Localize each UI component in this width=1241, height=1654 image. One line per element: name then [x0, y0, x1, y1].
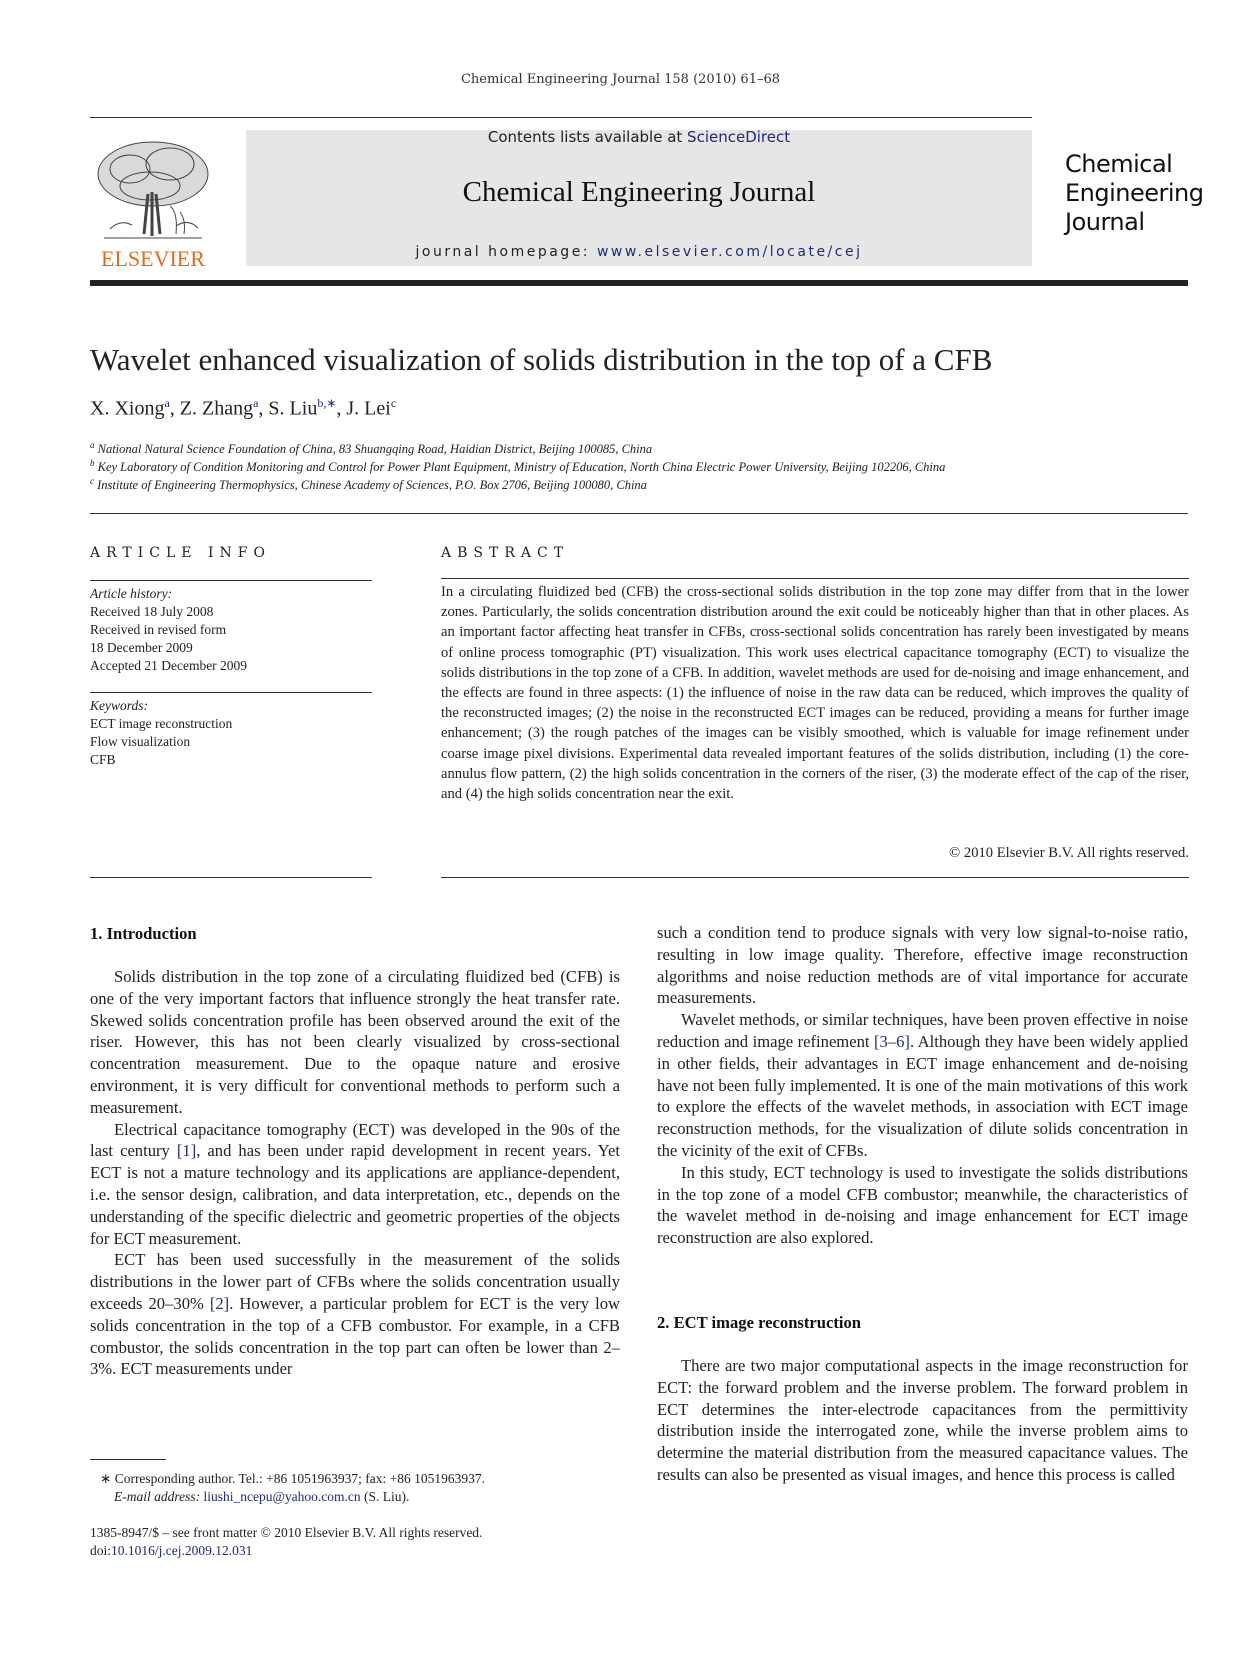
paragraph: Solids distribution in the top zone of a circulating fluidized bed (CFB) is one of the very important factors that influence strongly the heat transfer rate. Skewed solids concentration profile has been observed around the exit of the riser. However, this has not been clearly visualized by cross-sectional concentration measurement. Due to the opaque nature and erosive environment, it is very difficult for conventional methods to perform such a measurement. — [90, 967, 620, 1117]
right-column — [657, 922, 1188, 1249]
history-item: 18 December 2009 — [90, 640, 193, 655]
citation-link[interactable]: [1] — [176, 1141, 197, 1161]
footnote-star: ∗ — [100, 1471, 112, 1486]
affiliation-a: $^a$ National Natural Science Foundation of China, 83 Shuangqing Road, Haidian District, Beijing 100085, China — [90, 440, 653, 457]
author-name: X. Xiong — [90, 397, 165, 420]
email-link[interactable]: liushi_ncepu@yahoo.com.cn — [203, 1489, 361, 1504]
author-affiliation-mark[interactable]: c — [390, 396, 397, 410]
affiliation-b: $^b$ Key Laboratory of Condition Monitoring and Control for Power Plant Equipment, Ministry of Education, North China Electric Power University, Beijing 102206, China — [90, 458, 946, 475]
footnote-rule — [90, 1459, 166, 1460]
paragraph: In this study, ECT technology is used to investigate the solids distributions in the top zone of a model CFB combustor; meanwhile, the characteristics of the wavelet method in de-noising and image enhancement for ECT image reconstruction are also explored. — [657, 1162, 1188, 1248]
history-item: Received 18 July 2008 — [90, 604, 214, 619]
paragraph: ECT has been used successfully in the measurement of the solids distributions in the lower part of CFBs where the solids concentration usually exceeds 20–30% [2]. However, a particular problem for ECT is the very low solids concentration in the top of a CFB combustor. For example, in a CFB combustor, the solids concentration in the top part can often be lower than 2–3%. ECT measurements under — [90, 1250, 620, 1379]
elsevier-logo[interactable] — [90, 134, 216, 274]
history-item: Received in revised form — [90, 622, 227, 637]
side-title-line-3: Journal — [1065, 208, 1145, 236]
journal-side-title — [1065, 150, 1204, 237]
left-column — [90, 966, 620, 1380]
contents-line — [246, 128, 1032, 146]
author-name: S. Liu — [268, 397, 318, 420]
paragraph: Electrical capacitance tomography (ECT) was developed in the 90s of the last century [1], and has been under rapid development in recent years. Yet ECT is not a mature technology and its applications are appliance-dependent, i.e. the sensor design, calibration, and data interpretation, etc., depends on the understanding of the specific dielectric and geometric properties of the objects for ECT measurement. — [90, 1119, 620, 1248]
header-rule — [90, 117, 1032, 118]
keywords-rule — [90, 692, 372, 693]
issn-footnote: 1385-8947/$ – see front matter © 2010 Elsevier B.V. All rights reserved. doi:10.1016/j.cej.2009.12.031 — [90, 1525, 483, 1558]
keywords-label: Keywords: — [90, 698, 148, 713]
doi-link[interactable]: 10.1016/j.cej.2009.12.031 — [111, 1543, 253, 1558]
author-affiliation-mark[interactable]: a — [253, 396, 259, 410]
homepage-prefix: journal homepage: — [415, 244, 597, 260]
citation-link[interactable]: [2] — [209, 1293, 230, 1313]
article-info-heading: ARTICLE INFO — [90, 545, 271, 561]
article-info-bottom-rule — [90, 877, 372, 878]
abstract-heading: ABSTRACT — [441, 545, 570, 561]
paragraph: There are two major computational aspects in the image reconstruction for ECT: the forward problem and the inverse problem. The forward problem in ECT determines the inter-electrode capacitances from the permittivity distribution inside the interrogated zone, while the inverse problem aims to determine the material distribution from the measured capacitance values. The results can also be presented as visual images, and hence this process is called — [657, 1356, 1188, 1484]
abstract-rule — [441, 578, 1189, 579]
abstract-copyright: © 2010 Elsevier B.V. All rights reserved. — [949, 845, 1189, 861]
contents-prefix: Contents lists available at — [487, 128, 688, 146]
keyword: Flow visualization — [90, 734, 191, 749]
paragraph: such a condition tend to produce signals with very low signal-to-noise ratio, resulting in low image quality. Therefore, effective image reconstruction algorithms and noise reduction methods are of vital importance for accurate measurements. — [657, 923, 1188, 1008]
keyword: ECT image reconstruction — [90, 716, 233, 731]
keywords — [90, 697, 370, 769]
paper-title: Wavelet enhanced visualization of solids distribution in the top of a CFB — [90, 342, 993, 377]
journal-homepage — [246, 244, 1032, 260]
journal-title: Chemical Engineering Journal — [462, 176, 816, 208]
section-1-heading: 1. Introduction — [90, 924, 197, 943]
paragraph: Wavelet methods, or similar techniques, have been proven effective in noise reduction and image refinement [3–6]. Although they have been widely applied in other fields, their advantages in ECT image enhancement and de-noising have not been fully implemented. It is one of the main motivations of this work to explore the effects of the wavelet methods, in association with ECT image reconstruction methods, for the visualization of dilute solids concentration in the vicinity of the exit of CFBs. — [657, 1010, 1188, 1160]
section-2-heading: 2. ECT image reconstruction — [657, 1313, 862, 1332]
author-name: Z. Zhang — [179, 397, 254, 420]
homepage-link[interactable]: www.elsevier.com/locate/cej — [596, 244, 863, 260]
corresponding-footnote: ∗ Corresponding author. Tel.: +86 1051963937; fax: +86 1051963937. E-mail address: liushi_ncepu@yahoo.com.cn (S. Liu). — [100, 1471, 485, 1504]
author-affiliation-mark[interactable]: a — [164, 396, 170, 410]
history-item: Accepted 21 December 2009 — [90, 658, 248, 673]
header-thick-rule — [90, 280, 1188, 286]
article-history — [90, 585, 370, 675]
author-list: X. Xiong$^a$, Z. Zhang$^a$, S. Liu$^{b,∗}$, J. Lei$^c$ — [90, 396, 397, 420]
publisher-wordmark: ELSEVIER — [101, 246, 205, 271]
journal-citation: Chemical Engineering Journal 158 (2010) 61–68 — [460, 72, 781, 87]
history-label: Article history: — [90, 586, 173, 601]
side-title-line-1: Chemical — [1065, 150, 1173, 178]
side-title-line-2: Engineering — [1065, 179, 1204, 207]
affiliation-c: $^c$ Institute of Engineering Thermophysics, Chinese Academy of Sciences, P.O. Box 2706, Beijing 100080, China — [90, 476, 647, 493]
keyword: CFB — [90, 752, 116, 767]
abstract-text: In a circulating fluidized bed (CFB) the cross-sectional solids distribution in the top zone may differ from that in the lower zones. Particularly, the solids concentration distribution around the exit could be noticeably higher than that in other places. As an important factor affecting heat transfer in CFBs, cross-sectional solids concentration has rarely been investigated by means of online process tomographic (PT) visualization. This work uses electrical capacitance tomography (ECT) to visualize the solids distributions in the top zone of a CFB. In addition, wavelet methods are used for de-noising and image enhancement, and the effects are found in three aspects: (1) the influence of noise in the raw data can be reduced, which improves the quality of the reconstructed images; (2) the noise in the reconstructed ECT images can be reduced, providing a means for further image enhancement; (3) the rough patches of the images can be visibly smoothed, which is valuable for image refinement under coarse image pixel divisions. Experimental data revealed important features of the solids distribution, including (1) the core-annulus flow pattern, (2) the high solids concentration in the corners of the riser, (3) the moderate effect of the cap of the riser, and (4) the high solids concentration near the exit. — [441, 584, 1189, 803]
front-matter-rule — [90, 513, 1188, 514]
citation-link[interactable]: [3–6] — [873, 1031, 910, 1051]
section-2-text — [657, 1355, 1188, 1486]
author-name: J. Lei — [346, 397, 391, 420]
article-info-rule — [90, 580, 372, 581]
abstract-bottom-rule — [441, 877, 1189, 878]
author-affiliation-mark[interactable]: b,∗ — [317, 396, 337, 410]
sciencedirect-link[interactable]: ScienceDirect — [687, 128, 791, 146]
elsevier-tree-icon — [90, 134, 216, 274]
